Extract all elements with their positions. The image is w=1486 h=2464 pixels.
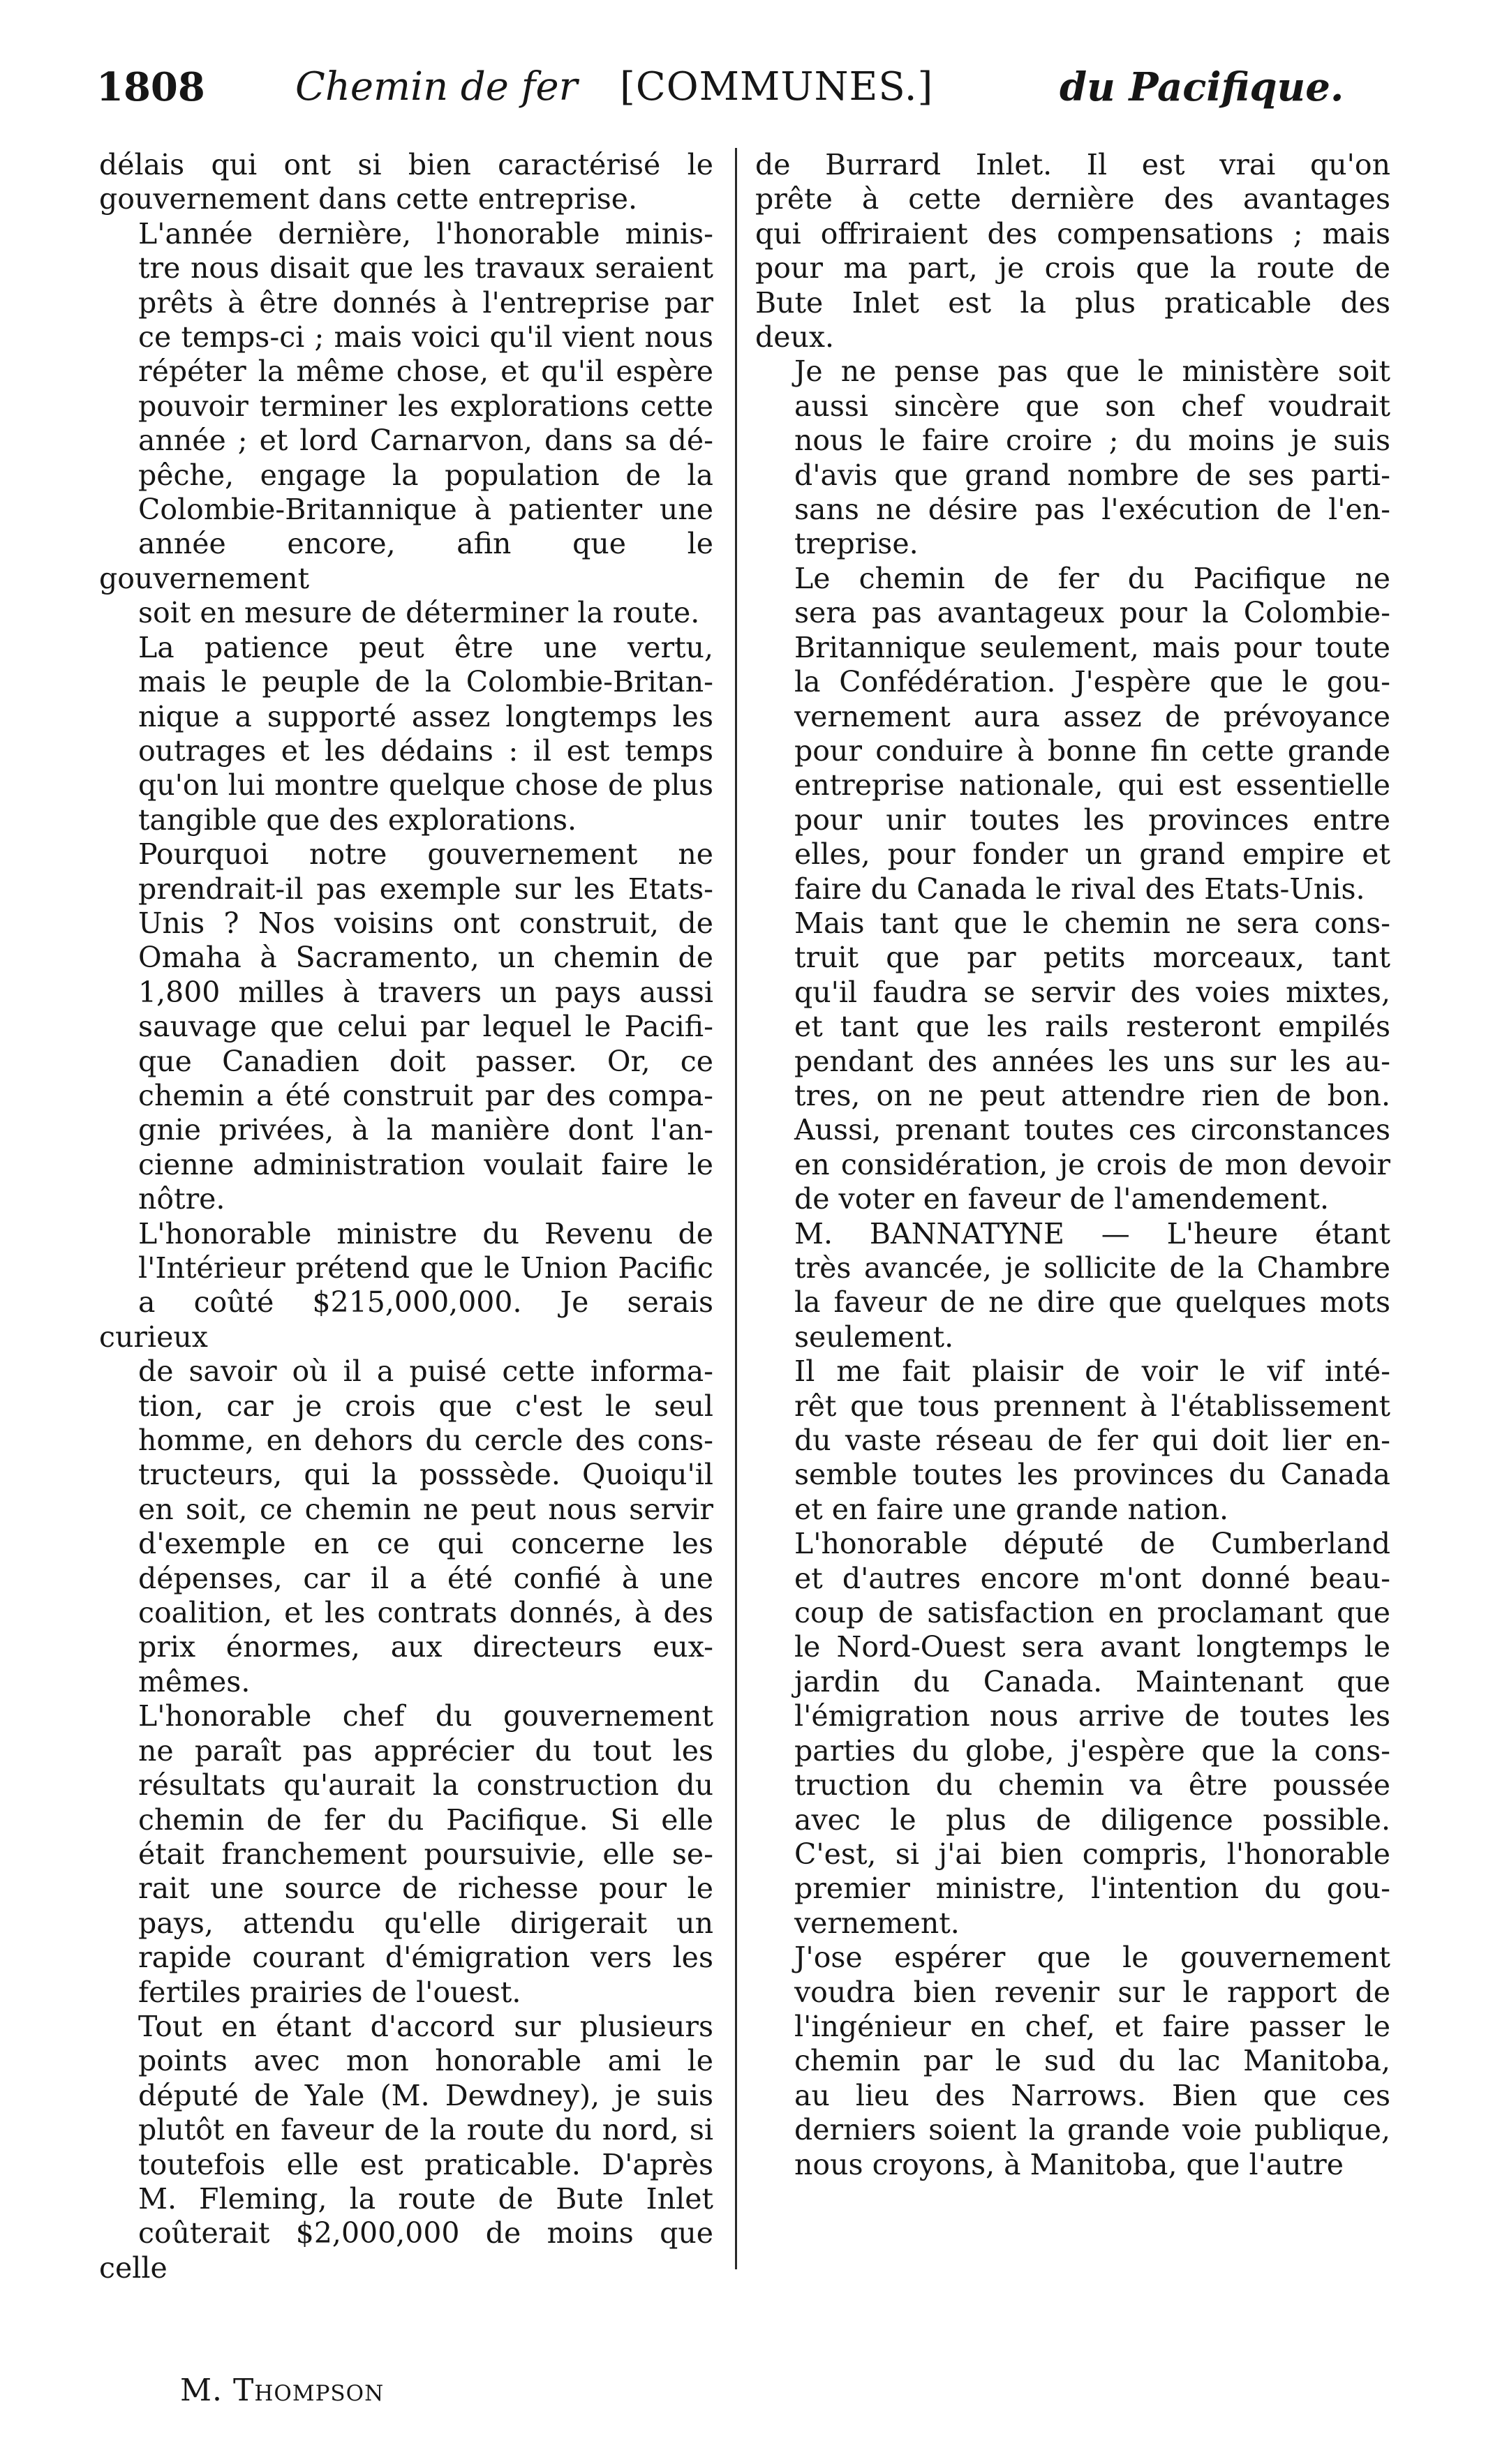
text-line: a coûté $215,000,000. Je serais curieux (99, 1285, 713, 1354)
text-line: qu'il faudra se servir des voies mixtes, (794, 975, 1390, 1009)
text-line: deux. (755, 320, 835, 354)
paragraph (755, 906, 1390, 1217)
text-line: C'est, si j'ai bien compris, l'honorable (794, 1837, 1390, 1871)
text-line: Colombie-Britannique à patienter une (138, 493, 713, 527)
text-line: gnie privées, à la manière dont l'an- (138, 1113, 713, 1147)
text-line: tres, on ne peut attendre rien de bon. (794, 1078, 1390, 1112)
text-line: prix énormes, aux directeurs eux- (138, 1630, 713, 1664)
text-line: tion, car je crois que c'est le seul (138, 1389, 713, 1423)
text-line: ne paraît pas apprécier du tout les (138, 1733, 713, 1768)
text-line: cienne administration voulait faire le (138, 1147, 713, 1181)
paragraph (755, 148, 1390, 354)
text-line: était franchement poursuivie, elle se- (138, 1837, 713, 1871)
text-line: M. Fleming, la route de Bute Inlet (138, 2181, 713, 2216)
text-line: mais le peuple de la Colombie-Britan- (138, 665, 713, 699)
text-line: de Burrard Inlet. Il est vrai qu'on (755, 148, 1390, 181)
text-line: Omaha à Sacramento, un chemin de (138, 941, 713, 975)
text-line: pouvoir terminer les explorations cette (138, 389, 713, 423)
text-line: jardin du Canada. Maintenant que (794, 1664, 1390, 1698)
text-line: Mais tant que le chemin ne sera cons- (794, 906, 1390, 940)
text-line: fertiles prairies de l'ouest. (138, 1975, 521, 2009)
text-line: rêt que tous prennent à l'établissement (794, 1389, 1390, 1423)
text-line: prendrait-il pas exemple sur les Etats- (138, 872, 713, 906)
text-line: M. BANNATYNE — L'heure étant (794, 1216, 1390, 1250)
text-line: toutefois elle est praticable. D'après (138, 2147, 713, 2181)
header-center-title: [COMMUNES.] (620, 64, 934, 110)
text-line: prête à cette dernière des avantages (755, 182, 1390, 216)
text-line: Il me fait plaisir de voir le vif inté- (794, 1354, 1390, 1389)
text-line: Je ne pense pas que le ministère soit (794, 354, 1390, 389)
text-line: truction du chemin va être poussée (794, 1768, 1390, 1802)
text-line: outrages et les dédains : il est temps (138, 733, 713, 768)
paragraph (755, 1941, 1390, 2182)
text-line: Bute Inlet est la plus praticable des (755, 285, 1390, 320)
paragraph (99, 1217, 713, 1700)
text-line: gouvernement dans cette entreprise. (99, 182, 638, 216)
text-line: soit en mesure de déterminer la route. (138, 596, 700, 630)
text-line: année encore, afin que le gouvernement (99, 527, 713, 595)
text-line: chemin de fer du Pacifique. Si elle (138, 1802, 713, 1837)
text-line: tangible que des explorations. (138, 802, 577, 837)
text-line: et tant que les rails resteront empilés (794, 1010, 1390, 1044)
text-line: L'honorable ministre du Revenu de (138, 1216, 713, 1250)
text-line: nique a supporté assez longtemps les (138, 699, 713, 733)
text-line: année ; et lord Carnarvon, dans sa dé- (138, 424, 713, 458)
text-line: le Nord-Ouest sera avant longtemps le (794, 1630, 1390, 1664)
text-line: 1,800 milles à travers un pays aussi (138, 975, 713, 1009)
paragraph (755, 354, 1390, 561)
page-header (96, 49, 1391, 126)
left-column (99, 148, 713, 2339)
text-line: de savoir où il a puisé cette informa- (138, 1354, 713, 1389)
text-line: chemin a été construit par des compa- (138, 1078, 713, 1112)
text-line: dépenses, car il a été confié à une (138, 1561, 713, 1595)
text-line: ce temps-ci ; mais voici qu'il vient nous (138, 320, 713, 354)
text-line: J'ose espérer que le gouvernement (794, 1941, 1390, 1975)
text-line: homme, en dehors du cercle des cons- (138, 1424, 713, 1458)
text-line: pour conduire à bonne fin cette grande (794, 733, 1390, 768)
text-line: La patience peut être une vertu, (138, 630, 713, 664)
paragraph (99, 631, 713, 837)
text-line: coalition, et les contrats donnés, à des (138, 1596, 713, 1630)
text-line: tructeurs, qui la posssède. Quoiqu'il (138, 1458, 713, 1492)
text-line: de voter en faveur de l'amendement. (794, 1182, 1330, 1216)
text-line: truit que par petits morceaux, tant (794, 941, 1390, 975)
paragraph (99, 217, 713, 631)
paragraph (99, 148, 713, 217)
text-line: treprise. (794, 527, 919, 561)
paragraph (755, 1217, 1390, 1355)
text-line: nôtre. (138, 1182, 225, 1216)
header-left-title: Chemin de fer (295, 64, 578, 110)
text-line: en soit, ce chemin ne peut nous servir (138, 1492, 713, 1526)
text-line: avec le plus de diligence possible. (794, 1802, 1390, 1837)
text-line: pays, attendu qu'elle dirigerait un (138, 1906, 713, 1940)
paragraph (99, 1699, 713, 2010)
text-line: seulement. (794, 1320, 954, 1354)
text-line: pour unir toutes les provinces entre (794, 802, 1390, 837)
text-line: elles, pour fonder un grand empire et (794, 837, 1390, 872)
text-line: parties du globe, j'espère que la cons- (794, 1733, 1390, 1768)
text-line: aussi sincère que son chef voudrait (794, 389, 1390, 423)
text-line: L'honorable député de Cumberland (794, 1527, 1390, 1561)
right-column (755, 148, 1390, 2339)
text-line: vernement. (794, 1906, 960, 1940)
paragraph (99, 2010, 713, 2285)
text-line: sera pas avantageux pour la Colombie- (794, 596, 1390, 630)
text-line: très avancée, je sollicite de la Chambre (794, 1251, 1390, 1285)
text-line: prêts à être donnés à l'entreprise par (138, 285, 713, 320)
text-line: vernement aura assez de prévoyance (794, 699, 1390, 733)
text-line: rait une source de richesse pour le (138, 1872, 713, 1906)
text-line: délais qui ont si bien caractérisé le (99, 148, 713, 181)
text-line: points avec mon honorable ami le (138, 2044, 713, 2078)
text-line: député de Yale (M. Dewdney), je suis (138, 2078, 713, 2112)
text-line: voudra bien revenir sur le rapport de (794, 1975, 1390, 2009)
text-line: Le chemin de fer du Pacifique ne (794, 561, 1390, 595)
text-line: la Confédération. J'espère que le gou- (794, 665, 1390, 699)
text-line: derniers soient la grande voie publique, (794, 2113, 1390, 2147)
text-line: pour ma part, je crois que la route de (755, 251, 1390, 285)
header-right-title: du Pacifique. (1060, 64, 1344, 110)
paragraph (755, 1354, 1390, 1527)
text-line: au lieu des Narrows. Bien que ces (794, 2078, 1390, 2112)
text-line: qu'on lui montre quelque chose de plus (138, 768, 713, 802)
text-line: Unis ? Nos voisins ont construit, de (138, 906, 713, 940)
text-line: Tout en étant d'accord sur plusieurs (138, 2009, 713, 2043)
text-line: l'émigration nous arrive de toutes les (794, 1699, 1390, 1733)
text-line: du vaste réseau de fer qui doit lier en- (794, 1424, 1390, 1458)
text-line: premier ministre, l'intention du gou- (794, 1872, 1390, 1906)
text-line: résultats qu'aurait la construction du (138, 1768, 713, 1802)
text-line: répéter la même chose, et qu'il espère (138, 354, 713, 389)
text-line: la faveur de ne dire que quelques mots (794, 1285, 1390, 1320)
text-line: pêche, engage la population de la (138, 458, 713, 492)
text-line: mêmes. (138, 1664, 251, 1698)
footer-speaker: M. Thompson (180, 2373, 385, 2408)
text-line: nous croyons, à Manitoba, que l'autre (794, 2147, 1344, 2181)
paragraph (755, 562, 1390, 906)
text-line: d'avis que grand nombre de ses parti- (794, 458, 1390, 492)
text-line: coûterait $2,000,000 de moins que celle (99, 2216, 713, 2285)
text-line: chemin par le sud du lac Manitoba, (794, 2044, 1390, 2078)
text-line: faire du Canada le rival des Etats-Unis. (794, 872, 1365, 906)
text-line: rapide courant d'émigration vers les (138, 1941, 713, 1975)
text-line: l'Intérieur prétend que le Union Pacific (138, 1251, 713, 1285)
paragraph (755, 1527, 1390, 1941)
text-line: semble toutes les provinces du Canada (794, 1458, 1390, 1492)
text-line: L'année dernière, l'honorable minis- (138, 216, 713, 251)
text-line: en considération, je crois de mon devoir (794, 1147, 1390, 1181)
text-line: nous le faire croire ; du moins je suis (794, 424, 1390, 458)
paragraph (99, 837, 713, 1216)
text-line: et en faire une grande nation. (794, 1492, 1229, 1526)
text-line: que Canadien doit passer. Or, ce (138, 1044, 713, 1078)
text-line: Britannique seulement, mais pour toute (794, 630, 1390, 664)
text-line: sauvage que celui par lequel le Pacifi- (138, 1010, 713, 1044)
text-line: coup de satisfaction en proclamant que (794, 1596, 1390, 1630)
page-number: 1808 (96, 64, 205, 110)
text-line: l'ingénieur en chef, et faire passer le (794, 2009, 1390, 2043)
text-line: sans ne désire pas l'exécution de l'en- (794, 493, 1390, 527)
text-line: qui offriraient des compensations ; mais (755, 216, 1390, 251)
text-line: Aussi, prenant toutes ces circonstances (794, 1113, 1390, 1147)
text-line: d'exemple en ce qui concerne les (138, 1527, 713, 1561)
text-line: plutôt en faveur de la route du nord, si (138, 2113, 713, 2147)
column-divider (735, 148, 737, 2269)
text-line: entreprise nationale, qui est essentielle (794, 768, 1390, 802)
text-line: Pourquoi notre gouvernement ne (138, 837, 713, 872)
text-line: pendant des années les uns sur les au- (794, 1044, 1390, 1078)
text-line: L'honorable chef du gouvernement (138, 1699, 713, 1733)
text-line: et d'autres encore m'ont donné beau- (794, 1561, 1390, 1595)
text-line: tre nous disait que les travaux seraient (138, 251, 713, 285)
